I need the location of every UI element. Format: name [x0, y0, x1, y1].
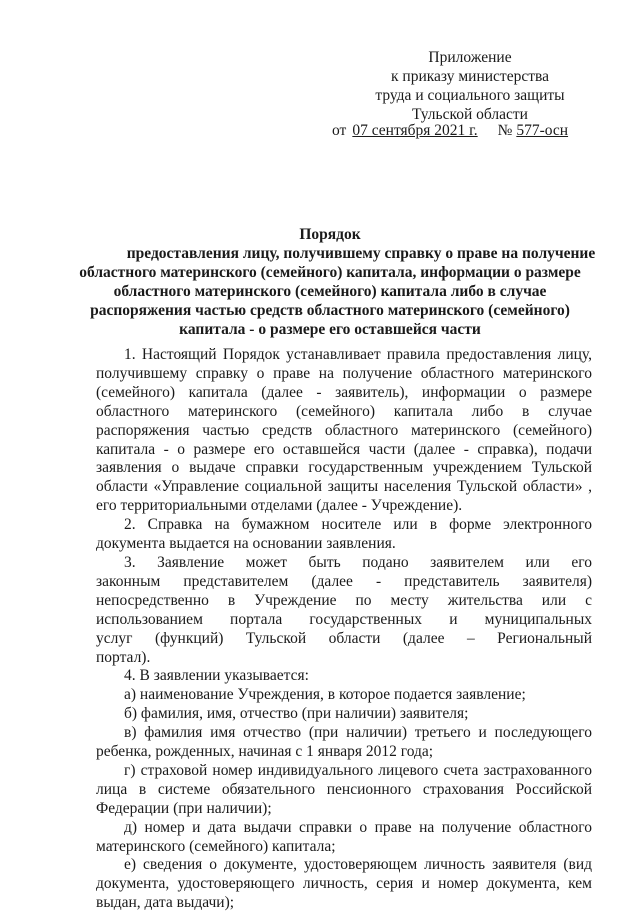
item-e: е) сведения о документе, удостоверяющем личность заявителя (вид документа, удостоверяющего личность, серия и номер документа, кем выдан, дата выдачи); — [96, 856, 592, 912]
number-prefix: № — [497, 122, 513, 139]
order-date-number — [332, 122, 568, 140]
item-b: б) фамилия, имя, отчество (при наличии) заявителя; — [124, 705, 469, 723]
appendix-line-3: труда и социального защиты — [375, 87, 565, 104]
title-heading: Порядок — [299, 226, 361, 243]
title-line-4: распоряжения частью средств областного материнского (семейного) — [90, 302, 570, 319]
document-title — [60, 225, 600, 339]
order-date: 07 сентября 2021 г. — [352, 122, 478, 139]
title-line-5: капитала - о размере его оставшейся части — [179, 321, 481, 338]
item-d: д) номер и дата выдачи справки о праве на получение областного материнского (семейного) капитала; — [96, 818, 592, 855]
paragraph-1: 1. Настоящий Порядок устанавливает правила предоставления лицу, получившему справку о праве на получение областного материнского (семейного) капитала (далее - заявитель), информации о размере областного материнского (семейного) капитала либо в случае распоряжения частью средств областного материнского (семейного) капитала - о размере его оставшейся части (далее - справка), подачи заявления о выдаче справки государственным учреждением Тульской области «Управление социальной защиты населения Тульской области» , его территориальными отделами (далее - Учреждение). — [96, 346, 592, 515]
title-line-1: предоставления лицу, получившему справку о праве на получение — [126, 245, 596, 262]
item-v: в) фамилия имя отчество (при наличии) третьего и последующего ребенка, рожденных, начиная с 1 января 2012 года; — [96, 724, 592, 761]
item-a: а) наименование Учреждения, в которое подается заявление; — [124, 686, 526, 704]
title-line-3: областного материнского (семейного) капитала либо в случае — [113, 283, 547, 300]
order-number: 577-осн — [516, 122, 569, 139]
paragraph-3: 3. Заявление может быть подано заявителем или его законным представителем (далее - представитель заявителя) непосредственно в Учреждение по месту жительства или с использованием портала государственных и муниципальных услуг (функций) Тульской области (далее – Региональный портал). — [96, 553, 592, 666]
title-line-2: областного материнского (семейного) капитала, информации о размере — [79, 264, 581, 281]
appendix-line-2: к приказу министерства — [391, 68, 549, 85]
appendix-line-4: Тульской области — [412, 106, 528, 123]
date-prefix: от — [332, 122, 347, 139]
appendix-block — [320, 48, 620, 124]
document-body — [96, 346, 592, 913]
item-g: г) страховой номер индивидуального лицевого счета застрахованного лица в системе обязательного пенсионного страхования Российской Федерации (при наличии); — [96, 761, 592, 817]
paragraph-2: 2. Справка на бумажном носителе или в форме электронного документа выдается на основании заявления. — [96, 516, 592, 553]
paragraph-4: 4. В заявлении указывается: — [124, 667, 309, 685]
appendix-line-1: Приложение — [428, 49, 512, 66]
